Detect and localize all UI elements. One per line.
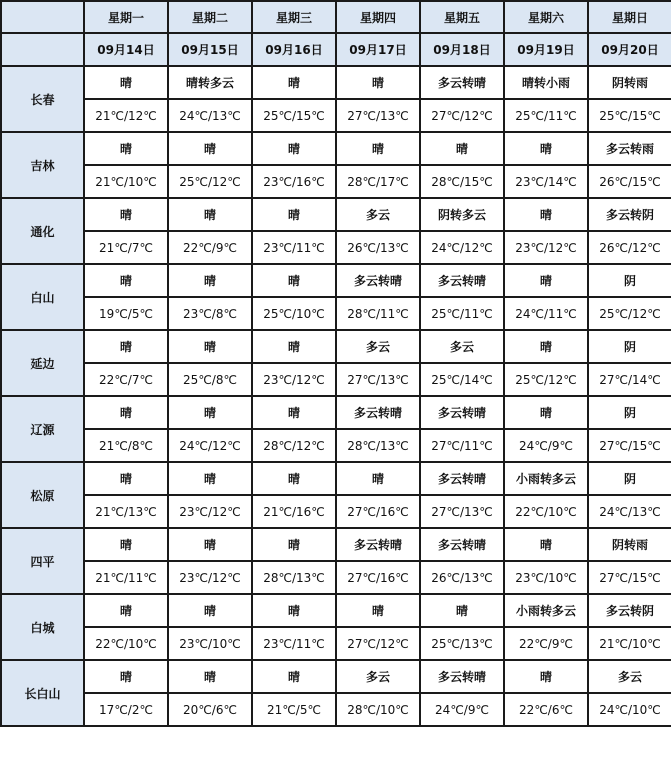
temperature-range-cell: 28℃/13℃ [336,429,420,462]
temperature-range-cell: 23℃/10℃ [504,561,588,594]
weather-condition-cell: 阴 [588,462,671,495]
weather-condition-cell: 阴 [588,396,671,429]
city-temperature-row [1,429,671,462]
temperature-range-cell: 22℃/9℃ [168,231,252,264]
date-header: 09月19日 [504,33,588,66]
temperature-range-cell: 24℃/13℃ [588,495,671,528]
weekday-header: 星期日 [588,1,671,33]
weather-condition-cell: 晴 [252,198,336,231]
weather-condition-cell: 晴 [84,462,168,495]
city-weather-row [1,330,671,363]
temperature-range-cell: 21℃/16℃ [252,495,336,528]
temperature-range-cell: 23℃/16℃ [252,165,336,198]
weekday-header: 星期二 [168,1,252,33]
city-name: 延边 [1,330,84,396]
date-header-row [1,33,671,66]
temperature-range-cell: 24℃/12℃ [168,429,252,462]
weather-condition-cell: 晴 [84,66,168,99]
weekday-header: 星期三 [252,1,336,33]
weather-condition-cell: 多云 [336,330,420,363]
weather-condition-cell: 多云转晴 [336,528,420,561]
city-temperature-row [1,627,671,660]
temperature-range-cell: 26℃/13℃ [420,561,504,594]
weather-condition-cell: 晴 [252,462,336,495]
temperature-range-cell: 27℃/16℃ [336,561,420,594]
city-weather-row [1,264,671,297]
weather-condition-cell: 阴 [588,264,671,297]
temperature-range-cell: 23℃/12℃ [168,495,252,528]
temperature-range-cell: 21℃/5℃ [252,693,336,726]
weather-condition-cell: 多云转阴 [588,594,671,627]
weather-condition-cell: 阴转多云 [420,198,504,231]
weather-condition-cell: 晴 [252,396,336,429]
city-name: 吉林 [1,132,84,198]
weekday-header: 星期六 [504,1,588,33]
weather-condition-cell: 晴 [336,132,420,165]
temperature-range-cell: 25℃/11℃ [504,99,588,132]
temperature-range-cell: 25℃/8℃ [168,363,252,396]
city-temperature-row [1,495,671,528]
weather-condition-cell: 小雨转多云 [504,594,588,627]
temperature-range-cell: 24℃/12℃ [420,231,504,264]
temperature-range-cell: 23℃/11℃ [252,231,336,264]
weather-condition-cell: 晴 [504,396,588,429]
city-weather-row [1,462,671,495]
weather-condition-cell: 晴 [84,132,168,165]
temperature-range-cell: 25℃/13℃ [420,627,504,660]
temperature-range-cell: 23℃/12℃ [168,561,252,594]
temperature-range-cell: 22℃/9℃ [504,627,588,660]
city-name: 白山 [1,264,84,330]
temperature-range-cell: 17℃/2℃ [84,693,168,726]
table-body [1,1,671,726]
weather-condition-cell: 晴转小雨 [504,66,588,99]
temperature-range-cell: 21℃/8℃ [84,429,168,462]
city-weather-row [1,660,671,693]
temperature-range-cell: 20℃/6℃ [168,693,252,726]
temperature-range-cell: 25℃/10℃ [252,297,336,330]
weather-condition-cell: 阴转雨 [588,528,671,561]
city-name: 辽源 [1,396,84,462]
city-temperature-row [1,363,671,396]
city-temperature-row [1,297,671,330]
temperature-range-cell: 27℃/12℃ [420,99,504,132]
city-name: 长白山 [1,660,84,726]
weekday-header: 星期一 [84,1,168,33]
weather-condition-cell: 阴 [588,330,671,363]
city-weather-row [1,594,671,627]
city-name: 白城 [1,594,84,660]
weather-condition-cell: 多云 [588,660,671,693]
date-header: 09月17日 [336,33,420,66]
city-name: 通化 [1,198,84,264]
weather-condition-cell: 晴 [84,198,168,231]
weather-condition-cell: 多云转晴 [336,264,420,297]
weather-condition-cell: 晴 [168,198,252,231]
city-name: 长春 [1,66,84,132]
weather-condition-cell: 晴 [168,396,252,429]
weather-condition-cell: 小雨转多云 [504,462,588,495]
temperature-range-cell: 21℃/12℃ [84,99,168,132]
weather-condition-cell: 晴 [168,462,252,495]
city-weather-row [1,198,671,231]
weather-condition-cell: 晴 [84,330,168,363]
weather-condition-cell: 晴 [420,132,504,165]
city-weather-row [1,132,671,165]
temperature-range-cell: 25℃/11℃ [420,297,504,330]
weather-condition-cell: 阴转雨 [588,66,671,99]
weather-condition-cell: 多云 [420,330,504,363]
weather-condition-cell: 晴 [84,660,168,693]
temperature-range-cell: 27℃/13℃ [336,99,420,132]
temperature-range-cell: 23℃/14℃ [504,165,588,198]
city-temperature-row [1,693,671,726]
temperature-range-cell: 25℃/12℃ [588,297,671,330]
temperature-range-cell: 23℃/12℃ [504,231,588,264]
weather-condition-cell: 多云转阴 [588,198,671,231]
weather-condition-cell: 晴转多云 [168,66,252,99]
weather-condition-cell: 晴 [168,528,252,561]
temperature-range-cell: 26℃/13℃ [336,231,420,264]
city-temperature-row [1,231,671,264]
temperature-range-cell: 24℃/9℃ [504,429,588,462]
date-header: 09月18日 [420,33,504,66]
weather-condition-cell: 晴 [168,660,252,693]
weather-condition-cell: 多云转晴 [420,66,504,99]
weather-condition-cell: 晴 [336,462,420,495]
city-weather-row [1,66,671,99]
weather-condition-cell: 多云转晴 [420,528,504,561]
temperature-range-cell: 19℃/5℃ [84,297,168,330]
weather-condition-cell: 晴 [168,264,252,297]
weather-condition-cell: 晴 [84,594,168,627]
city-name: 四平 [1,528,84,594]
temperature-range-cell: 24℃/10℃ [588,693,671,726]
temperature-range-cell: 23℃/10℃ [168,627,252,660]
weather-condition-cell: 晴 [420,594,504,627]
temperature-range-cell: 24℃/11℃ [504,297,588,330]
temperature-range-cell: 21℃/11℃ [84,561,168,594]
temperature-range-cell: 28℃/11℃ [336,297,420,330]
temperature-range-cell: 25℃/12℃ [504,363,588,396]
weather-condition-cell: 多云转晴 [420,660,504,693]
weather-condition-cell: 晴 [252,660,336,693]
temperature-range-cell: 25℃/14℃ [420,363,504,396]
temperature-range-cell: 27℃/11℃ [420,429,504,462]
temperature-range-cell: 21℃/10℃ [84,165,168,198]
temperature-range-cell: 23℃/11℃ [252,627,336,660]
weather-condition-cell: 晴 [252,264,336,297]
temperature-range-cell: 27℃/13℃ [420,495,504,528]
city-weather-row [1,396,671,429]
weather-condition-cell: 晴 [504,198,588,231]
city-temperature-row [1,561,671,594]
date-header: 09月15日 [168,33,252,66]
weekday-header-row [1,1,671,33]
weather-condition-cell: 多云转晴 [420,396,504,429]
temperature-range-cell: 26℃/15℃ [588,165,671,198]
temperature-range-cell: 25℃/15℃ [252,99,336,132]
temperature-range-cell: 28℃/12℃ [252,429,336,462]
temperature-range-cell: 27℃/15℃ [588,429,671,462]
weather-condition-cell: 晴 [336,594,420,627]
weather-condition-cell: 晴 [504,330,588,363]
temperature-range-cell: 28℃/13℃ [252,561,336,594]
temperature-range-cell: 28℃/17℃ [336,165,420,198]
weather-condition-cell: 多云转雨 [588,132,671,165]
weather-condition-cell: 晴 [84,396,168,429]
city-weather-row [1,528,671,561]
weather-condition-cell: 多云 [336,198,420,231]
weather-condition-cell: 晴 [84,528,168,561]
temperature-range-cell: 27℃/16℃ [336,495,420,528]
weather-condition-cell: 晴 [252,594,336,627]
weather-condition-cell: 晴 [168,330,252,363]
temperature-range-cell: 24℃/9℃ [420,693,504,726]
temperature-range-cell: 27℃/14℃ [588,363,671,396]
temperature-range-cell: 23℃/8℃ [168,297,252,330]
date-header: 09月16日 [252,33,336,66]
temperature-range-cell: 27℃/15℃ [588,561,671,594]
temperature-range-cell: 25℃/15℃ [588,99,671,132]
temperature-range-cell: 25℃/12℃ [168,165,252,198]
weather-condition-cell: 多云转晴 [420,264,504,297]
city-temperature-row [1,165,671,198]
city-temperature-row [1,99,671,132]
weather-condition-cell: 晴 [252,66,336,99]
weather-condition-cell: 多云 [336,660,420,693]
temperature-range-cell: 22℃/7℃ [84,363,168,396]
city-name: 松原 [1,462,84,528]
weather-condition-cell: 晴 [84,264,168,297]
temperature-range-cell: 21℃/13℃ [84,495,168,528]
date-header: 09月20日 [588,33,671,66]
temperature-range-cell: 27℃/13℃ [336,363,420,396]
weather-condition-cell: 晴 [252,330,336,363]
weather-condition-cell: 晴 [168,132,252,165]
temperature-range-cell: 22℃/6℃ [504,693,588,726]
temperature-range-cell: 22℃/10℃ [84,627,168,660]
weather-condition-cell: 晴 [504,264,588,297]
weather-condition-cell: 多云转晴 [336,396,420,429]
weather-condition-cell: 多云转晴 [420,462,504,495]
temperature-range-cell: 27℃/12℃ [336,627,420,660]
temperature-range-cell: 28℃/15℃ [420,165,504,198]
weather-condition-cell: 晴 [504,660,588,693]
header-corner-bottom [1,33,84,66]
temperature-range-cell: 21℃/10℃ [588,627,671,660]
weather-condition-cell: 晴 [252,528,336,561]
temperature-range-cell: 23℃/12℃ [252,363,336,396]
weekday-header: 星期四 [336,1,420,33]
weather-condition-cell: 晴 [504,132,588,165]
weather-condition-cell: 晴 [504,528,588,561]
header-corner-top [1,1,84,33]
temperature-range-cell: 22℃/10℃ [504,495,588,528]
weather-condition-cell: 晴 [168,594,252,627]
weekday-header: 星期五 [420,1,504,33]
date-header: 09月14日 [84,33,168,66]
temperature-range-cell: 21℃/7℃ [84,231,168,264]
temperature-range-cell: 24℃/13℃ [168,99,252,132]
weather-condition-cell: 晴 [336,66,420,99]
weather-condition-cell: 晴 [252,132,336,165]
temperature-range-cell: 26℃/12℃ [588,231,671,264]
temperature-range-cell: 28℃/10℃ [336,693,420,726]
